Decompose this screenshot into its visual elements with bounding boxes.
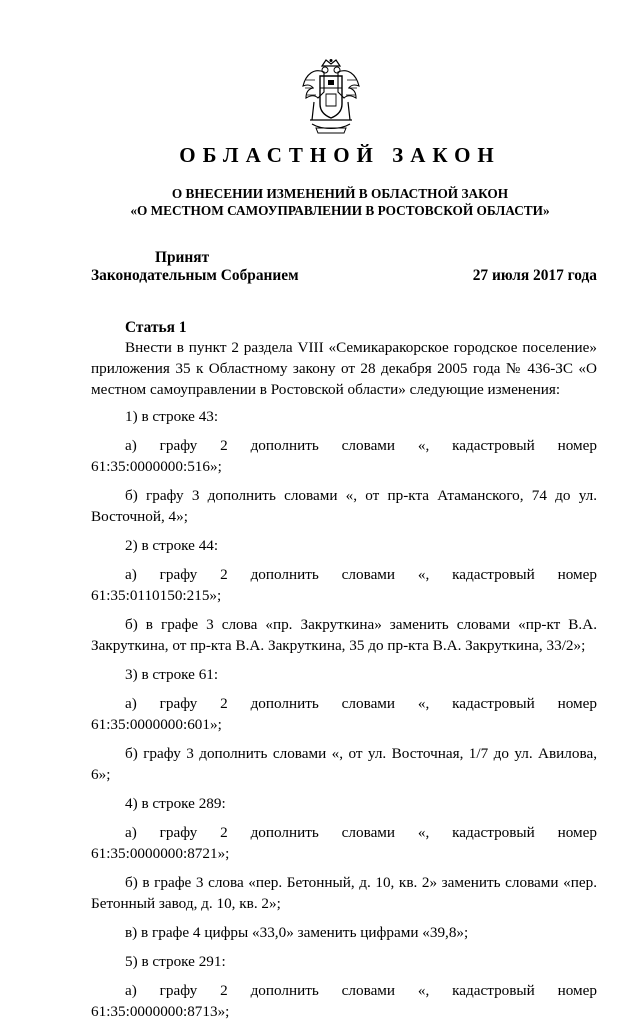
article-paragraph: 3) в строке 61: bbox=[125, 666, 219, 683]
article-paragraph: б) графу 3 дополнить словами «, от ул. Восточная, 1/7 до ул. Авилова, 6»; bbox=[91, 745, 597, 783]
article-paragraph: а) графу 2 дополнить словами «, кадастровый номер 61:35:0000000:516»; bbox=[91, 437, 597, 475]
coat-of-arms-icon bbox=[300, 58, 362, 136]
document-subtitle bbox=[100, 185, 580, 219]
adoption-body: Законодательным Собранием bbox=[91, 267, 299, 284]
article-paragraph: б) в графе 3 слова «пр. Закруткина» заменить словами «пр-кт В.А. Закруткина, от пр-кта В.А. Закруткина, 35 до пр-кта В.А. Закруткина, 33/2»; bbox=[91, 616, 597, 654]
article-paragraph: б) графу 3 дополнить словами «, от пр-кта Атаманского, 74 до ул. Восточной, 4»; bbox=[91, 487, 597, 525]
article-paragraph: б) в графе 3 слова «пер. Бетонный, д. 10, кв. 2» заменить словами «пер. Бетонный завод, д. 10, кв. 2»; bbox=[91, 874, 597, 912]
article-body bbox=[91, 337, 597, 1030]
article-paragraph: 1) в строке 43: bbox=[125, 408, 219, 425]
article-paragraph: 5) в строке 291: bbox=[125, 953, 226, 970]
article-paragraph: 2) в строке 44: bbox=[125, 537, 219, 554]
adoption-date: 27 июля 2017 года bbox=[472, 267, 597, 284]
article-paragraph: а) графу 2 дополнить словами «, кадастровый номер 61:35:0000000:8721»; bbox=[91, 824, 597, 862]
document-type-title: ОБЛАСТНОЙ ЗАКОН bbox=[179, 143, 501, 167]
subtitle-line-2: «О МЕСТНОМ САМОУПРАВЛЕНИИ В РОСТОВСКОЙ ОБЛАСТИ» bbox=[130, 203, 550, 218]
article-paragraph: Внести в пункт 2 раздела VIII «Семикаракорское городское поселение» приложения 35 к Областному закону от 28 декабря 2005 года № 436-ЗС «О местном самоуправлении в Ростовской области» следующие изменения: bbox=[91, 339, 597, 398]
subtitle-line-1: О ВНЕСЕНИИ ИЗМЕНЕНИЙ В ОБЛАСТНОЙ ЗАКОН bbox=[171, 186, 509, 201]
article-paragraph: а) графу 2 дополнить словами «, кадастровый номер 61:35:0110150:215»; bbox=[91, 566, 597, 604]
article-paragraph: а) графу 2 дополнить словами «, кадастровый номер 61:35:0000000:8713»; bbox=[91, 982, 597, 1020]
article-paragraph: 4) в строке 289: bbox=[125, 795, 226, 812]
adoption-label: Принят bbox=[155, 249, 210, 266]
article-heading: Статья 1 bbox=[125, 319, 187, 336]
article-paragraph: в) в графе 4 цифры «33,0» заменить цифрами «39,8»; bbox=[125, 924, 469, 941]
article-paragraph: а) графу 2 дополнить словами «, кадастровый номер 61:35:0000000:601»; bbox=[91, 695, 597, 733]
